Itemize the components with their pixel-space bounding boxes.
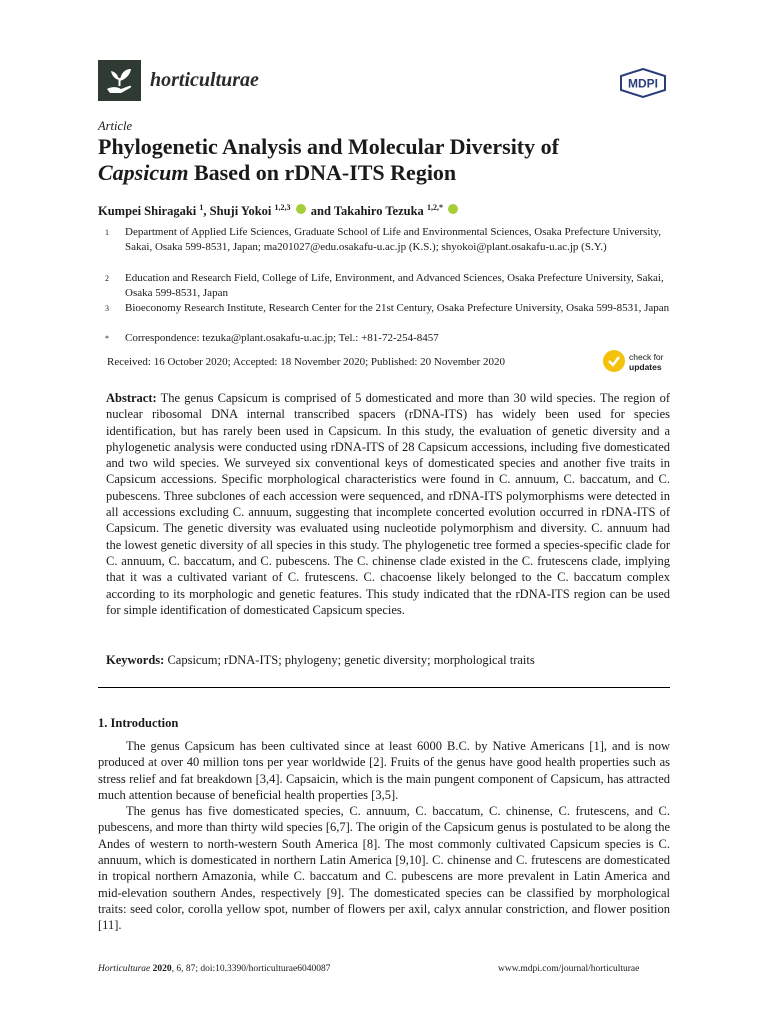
abstract-text: The genus Capsicum is comprised of 5 domesticated and more than 30 wild species. The region of nuclear ribosomal DNA internal transcribed spacers (rDNA-ITS) has widely been used for species identification, but has rarely been used in Capsicum. In this study, the evaluation of genetic diversity and a phylogenetic analysis were conducted using rDNA-ITS of 28 Capsicum accessions, including five domesticated and two wild species. We surveyed six conventional keys of domesticated species and another five traits in Capsicum accessions. Specific morphological characteristics were found in C. annuum, C. baccatum, and C. pubescens. Three subclones of each accession were sequenced, and rDNA-ITS polymorphisms were detected in all accessions excluding C. annuum, suggesting that incomplete concerted evolution occurred in rDNA-ITS of Capsicum. The genetic diversity was evaluated using nucleotide polymorphism and diversity. C. annuum had the lowest genetic diversity of all species in this study. The phylogenetic tree formed a species-specific clade for C. annuum, C. baccatum, and C. pubescens. The C. chinense clade existed in the C. frutescens clade, implying that it was a cultivated variant of C. frutescens. C. chacoense likely belonged to the C. baccatum complex according to its morphologic and genetic features. This study indicated that the rDNA-ITS region can be used for simple identification of domesticated Capsicum species. <box>106 391 670 617</box>
mdpi-logo-text: MDPI <box>628 76 658 91</box>
affiliation-mark: * <box>105 334 109 343</box>
affiliation-text: Education and Research Field, College of Life, Environment, and Advanced Sciences, Osaka Prefecture University, Sakai, Osaka 599-8531, Japan <box>125 272 664 299</box>
check-updates-label <box>629 352 664 372</box>
author-affiliation-mark: 1 <box>199 203 204 212</box>
author-separator: , <box>203 204 210 219</box>
keywords-label: Keywords: <box>106 653 165 667</box>
check-for-updates-button[interactable] <box>603 350 675 376</box>
citation-year: 2020 <box>152 964 172 974</box>
title-part2: Based on rDNA-ITS Region <box>188 160 457 185</box>
citation-footer <box>98 964 330 974</box>
section-divider <box>98 687 670 688</box>
citation-journal: Horticulturae <box>98 964 151 974</box>
author-affiliation-mark: 1,2,3 <box>274 203 291 212</box>
affiliation <box>98 271 678 301</box>
title-part1: Phylogenetic Analysis and Molecular Diversity of <box>98 134 559 159</box>
author-name[interactable]: Shuji Yokoi <box>209 204 272 219</box>
abstract-label: Abstract: <box>106 391 157 405</box>
check-updates-icon <box>603 350 625 372</box>
publication-dates: Received: 16 October 2020; Accepted: 18 November 2020; Published: 20 November 2020 <box>107 356 506 368</box>
check-updates-line2: updates <box>629 362 662 372</box>
section-heading: 1. Introduction <box>98 716 179 730</box>
paragraph: The genus has five domesticated species, C. annuum, C. baccatum, C. chinense, C. frutescens, and C. pubescens, and more than thirty wild species [6,7]. The origin of the Capsicum genus is postulated to be along the Andes of western to north-western South America [8]. The most commonly cultivated Capsicum species is C. annuum, which is domesticated in northern Latin America [9,10]. C. chinense and C. frutescens are domesticated in tropical northern Amazonia, while C. baccatum and C. pubescens are more prevalent in Latin America and mid-elevation southern Andes, respectively [9]. The domesticated species can be classified by morphological traits: seed color, corolla yellow spot, number of flowers per axil, calyx annular constriction, and flower position [11]. <box>98 804 670 933</box>
abstract <box>106 390 670 618</box>
affiliation-text: Correspondence: tezuka@plant.osakafu-u.ac.jp; Tel.: +81-72-254-8457 <box>125 332 439 344</box>
affiliation-mark: 3 <box>105 304 109 313</box>
affiliation <box>98 301 678 316</box>
author-affiliation-mark: 1,2,* <box>426 203 443 212</box>
journal-url-link[interactable]: www.mdpi.com/journal/horticulturae <box>498 964 640 974</box>
journal-name: horticulturae <box>150 69 259 91</box>
author-separator: and <box>307 204 334 219</box>
correspondence <box>98 331 678 346</box>
keywords-text: Capsicum; rDNA-ITS; phylogeny; genetic diversity; morphological traits <box>167 653 535 667</box>
mdpi-logo <box>619 68 667 98</box>
journal-logo <box>98 60 141 101</box>
author-name[interactable]: Kumpei Shiragaki <box>98 204 197 219</box>
author-list <box>98 203 460 219</box>
seedling-hand-icon <box>98 60 141 101</box>
affiliation <box>98 225 678 255</box>
keywords <box>106 653 670 668</box>
paper-title <box>98 134 678 186</box>
orcid-icon[interactable] <box>448 204 458 214</box>
affiliation-mark: 1 <box>105 228 109 237</box>
article-type: Article <box>98 119 133 133</box>
citation-rest: , 6, 87; doi:10.3390/horticulturae6040087 <box>171 964 331 974</box>
section-body <box>98 738 670 934</box>
affiliation-mark: 2 <box>105 274 109 283</box>
orcid-icon[interactable] <box>296 204 306 214</box>
affiliation-text: Department of Applied Life Sciences, Graduate School of Life and Environmental Sciences, Osaka Prefecture University, Sakai, Osaka 599-8531, Japan; ma201027@edu.osakafu-u.ac.jp (K.S.); shyokoi@plant.osakafu-u.ac.jp (S.Y.) <box>125 226 661 253</box>
paragraph: The genus Capsicum has been cultivated since at least 6000 B.C. by Native Americans [1], and is now produced at over 40 million tons per year worldwide [2]. Fruits of the genus have good health properties such as stress relief and fat breakdown [3,4]. Capsaicin, which is the main pungent component of Capsicum, has attracted much attention because of beneficial health properties [3,5]. <box>98 739 670 802</box>
title-italic: Capsicum <box>98 160 189 185</box>
affiliation-text: Bioeconomy Research Institute, Research Center for the 21st Century, Osaka Prefecture University, Osaka 599-8531, Japan <box>125 302 670 314</box>
check-updates-line1: check for <box>629 352 664 362</box>
author-name[interactable]: Takahiro Tezuka <box>333 204 424 219</box>
